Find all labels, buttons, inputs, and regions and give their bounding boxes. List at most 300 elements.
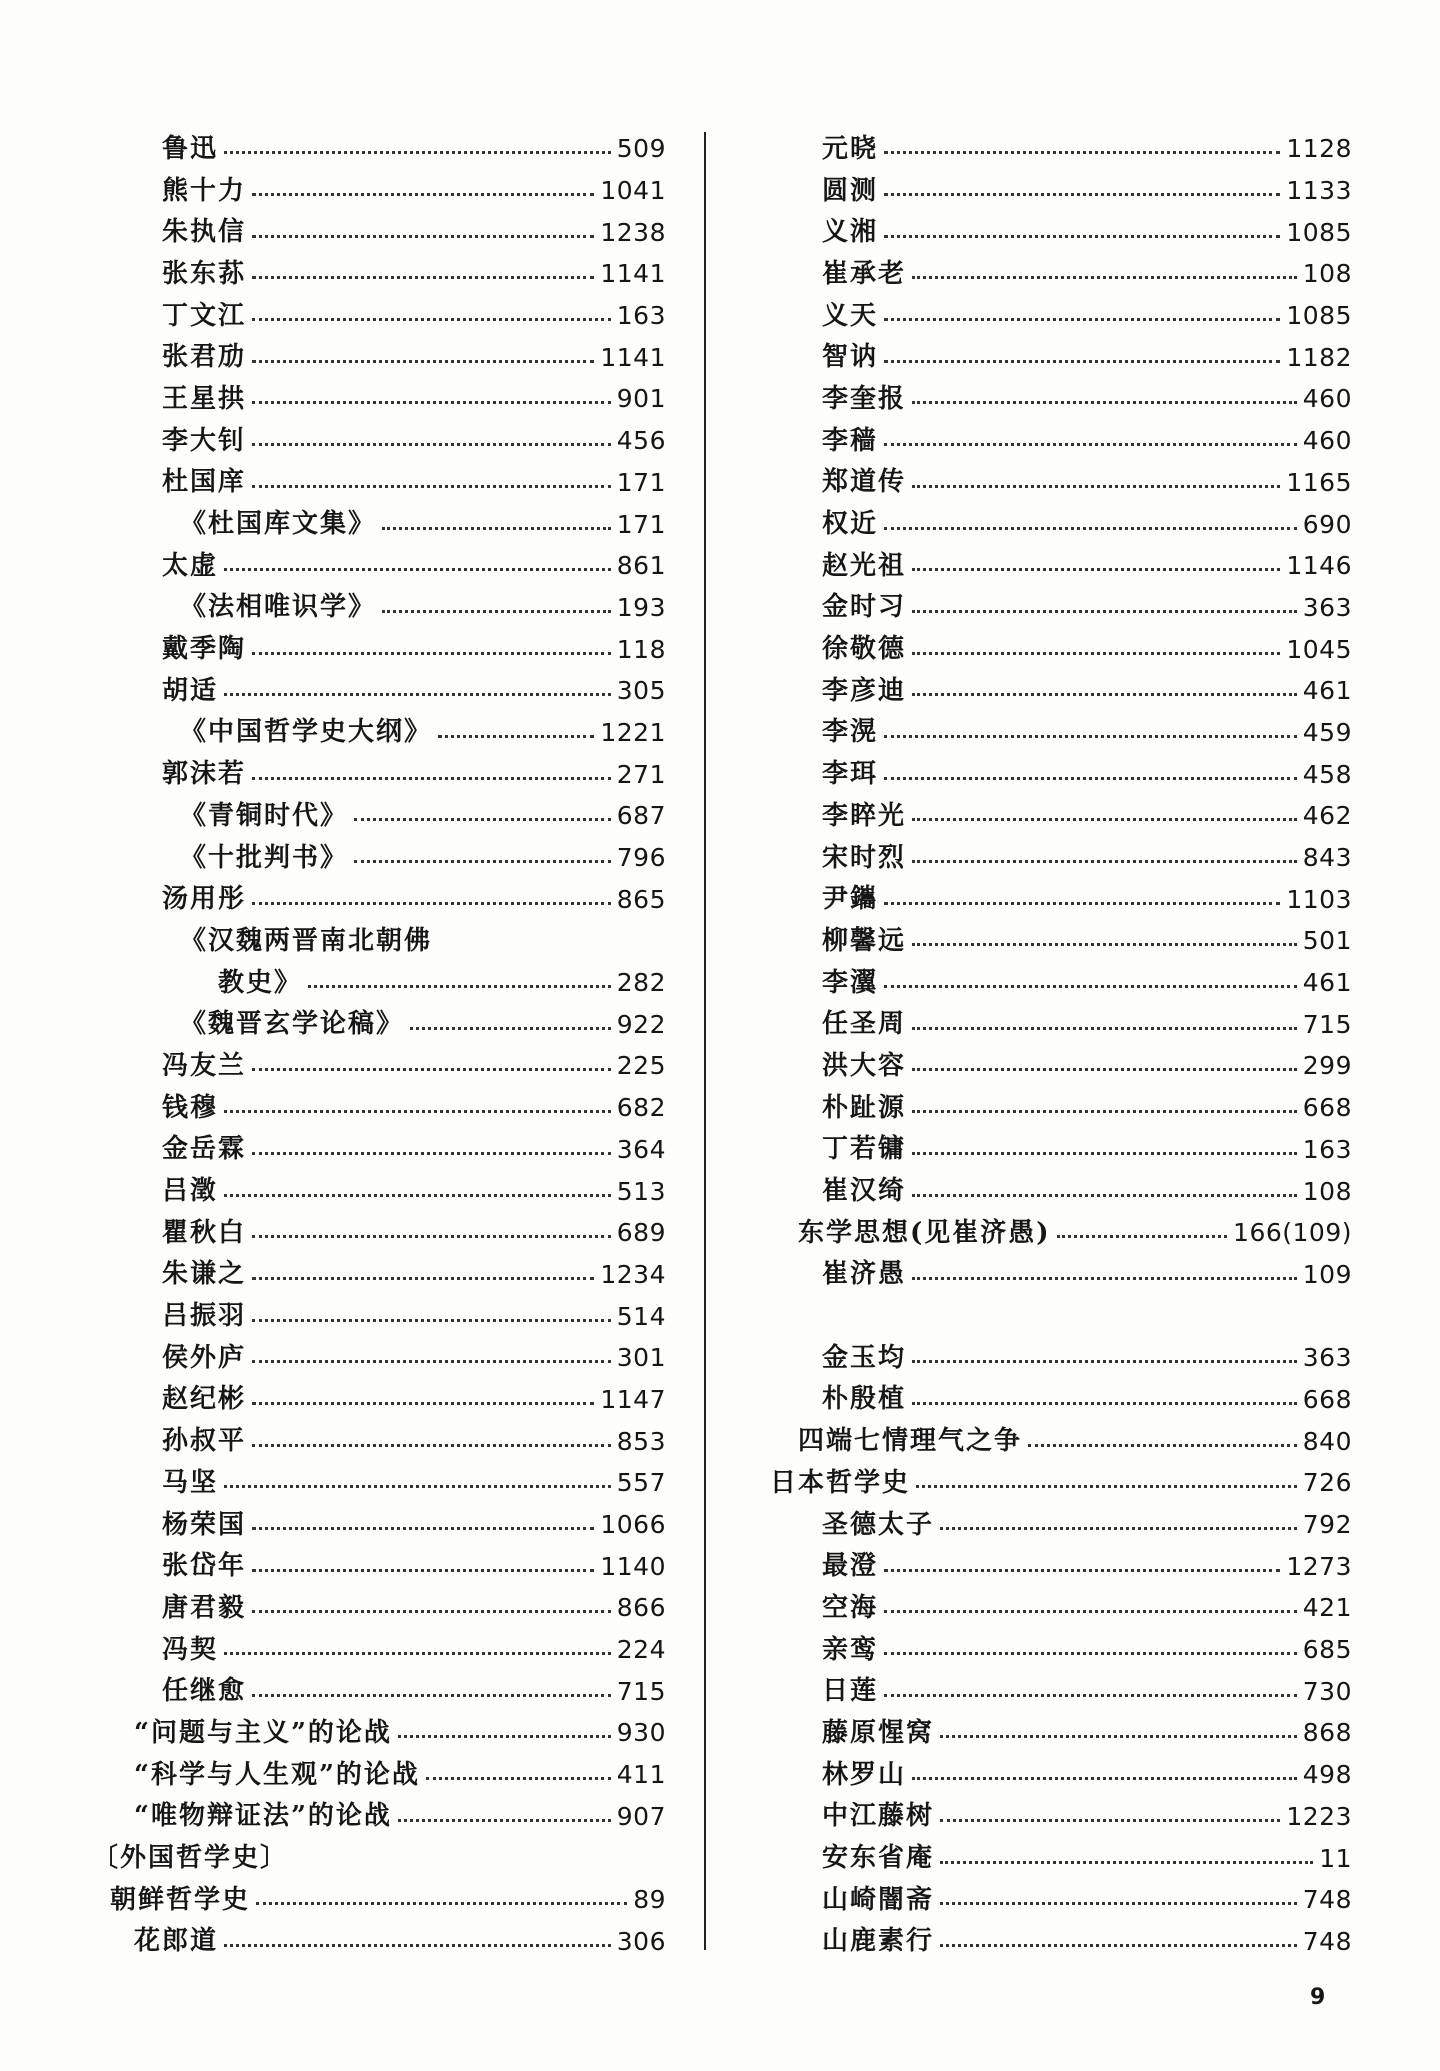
index-page-number: 225 [616, 1051, 666, 1081]
dot-leader [252, 1527, 594, 1530]
index-term: 宋时烈 [822, 842, 907, 873]
index-term: 李大钊 [162, 425, 247, 456]
index-entry [30, 1754, 666, 1796]
index-entry [30, 1670, 666, 1712]
index-term: 《杜国库文集》 [180, 509, 377, 540]
index-entry [30, 1504, 666, 1546]
index-page-number: 271 [616, 759, 666, 789]
index-page-number: 868 [1302, 1718, 1352, 1748]
index-term: 张君劢 [162, 342, 247, 373]
index-page-number: 1234 [600, 1259, 666, 1289]
dot-leader [912, 568, 1280, 571]
index-entry [30, 1921, 666, 1963]
index-entry [770, 1003, 1352, 1045]
index-entry [770, 1170, 1352, 1212]
index-term: 赵纪彬 [162, 1384, 247, 1415]
dot-leader [224, 568, 611, 571]
dot-leader [224, 1110, 611, 1113]
index-term: 金玉均 [822, 1342, 907, 1373]
index-page-number: 726 [1302, 1468, 1352, 1498]
index-page-number: 840 [1302, 1426, 1352, 1456]
dot-leader [884, 193, 1280, 196]
index-page-number: 1221 [600, 717, 666, 747]
index-page-number: 668 [1302, 1384, 1352, 1414]
index-term: 李珥 [822, 759, 879, 790]
index-term: 《十批判书》 [180, 842, 349, 873]
dot-leader [884, 777, 1297, 780]
index-term: 金岳霖 [162, 1134, 247, 1165]
dot-leader [940, 1902, 1297, 1905]
index-term: 郑道传 [822, 467, 907, 498]
index-entry [30, 1379, 666, 1421]
index-entry [30, 878, 666, 920]
index-entry [770, 1129, 1352, 1171]
index-entry [770, 1921, 1352, 1963]
dot-leader [308, 985, 611, 988]
index-entry [770, 128, 1352, 170]
dot-leader [912, 860, 1297, 863]
index-entry [30, 1003, 666, 1045]
index-entry [30, 253, 666, 295]
index-term: “科学与人生观”的论战 [134, 1759, 420, 1790]
dot-leader [252, 1319, 611, 1322]
index-term: 金时习 [822, 592, 907, 623]
index-page-number: 1085 [1286, 301, 1352, 331]
index-page-number: 299 [1302, 1051, 1352, 1081]
index-term: 《法相唯识学》 [180, 592, 377, 623]
index-entry [770, 628, 1352, 670]
index-entry [30, 962, 666, 1004]
index-page-number: 901 [616, 384, 666, 414]
index-term: 空海 [822, 1592, 879, 1623]
index-entry [770, 1587, 1352, 1629]
index-entry [30, 1420, 666, 1462]
index-term: 杜国庠 [162, 467, 247, 498]
index-term: 赵光祖 [822, 550, 907, 581]
index-entry [770, 1504, 1352, 1546]
index-page-number: 682 [616, 1093, 666, 1123]
index-term: 孙叔平 [162, 1426, 247, 1457]
dot-leader [252, 1569, 594, 1572]
index-entry [770, 753, 1352, 795]
index-term: 〔外国哲学史〕 [92, 1843, 289, 1874]
dot-leader [224, 1944, 611, 1947]
index-term: 朝鲜哲学史 [110, 1884, 251, 1915]
dot-leader [940, 1819, 1280, 1822]
dot-leader [410, 1027, 611, 1030]
index-term: 日本哲学史 [770, 1467, 911, 1498]
dot-leader [252, 1402, 594, 1405]
index-term: 四端七情理气之争 [798, 1426, 1023, 1457]
index-entry [30, 920, 666, 962]
dot-leader [1028, 1444, 1297, 1447]
index-term: 《魏晋玄学论稿》 [180, 1009, 405, 1040]
index-term: 《中国哲学史大纲》 [180, 717, 433, 748]
index-entry [770, 712, 1352, 754]
index-page-number: 843 [1302, 843, 1352, 873]
index-term: 义湘 [822, 217, 879, 248]
index-entry [30, 1045, 666, 1087]
index-entry [30, 1212, 666, 1254]
index-term: 柳馨远 [822, 925, 907, 956]
index-term: 熊十力 [162, 175, 247, 206]
index-page-number: 171 [616, 509, 666, 539]
index-page-number: 1045 [1286, 634, 1352, 664]
index-entry [770, 1420, 1352, 1462]
index-term: 亲鸾 [822, 1634, 879, 1665]
index-entry [770, 1796, 1352, 1838]
index-entry [770, 1629, 1352, 1671]
dot-leader [354, 818, 611, 821]
index-term: 汤用彤 [162, 884, 247, 915]
index-entry [30, 378, 666, 420]
index-entry [30, 545, 666, 587]
dot-leader [224, 1194, 611, 1197]
dot-leader [912, 1027, 1297, 1030]
dot-leader [382, 527, 611, 530]
dot-leader [252, 1360, 611, 1363]
index-entry [30, 1879, 666, 1921]
index-page-number: 687 [616, 801, 666, 831]
dot-leader [912, 693, 1297, 696]
index-page-number: 1273 [1286, 1551, 1352, 1581]
index-term: 钱穆 [162, 1092, 219, 1123]
dot-leader [912, 1194, 1297, 1197]
index-page-number: 796 [616, 843, 666, 873]
index-entry [30, 1545, 666, 1587]
index-term: 杨荣国 [162, 1509, 247, 1540]
index-page-number: 748 [1302, 1885, 1352, 1915]
index-page-number: 458 [1302, 759, 1352, 789]
index-page-number: 792 [1302, 1510, 1352, 1540]
index-page-number: 685 [1302, 1635, 1352, 1665]
index-term: 崔济愚 [822, 1259, 907, 1290]
index-term: 李滉 [822, 717, 879, 748]
dot-leader [252, 235, 594, 238]
index-term: 吕澂 [162, 1176, 219, 1207]
index-term: 权近 [822, 509, 879, 540]
dot-leader [884, 1569, 1280, 1572]
index-entry [770, 587, 1352, 629]
index-term: 安东省庵 [822, 1843, 935, 1874]
dot-leader [252, 276, 594, 279]
dot-leader [884, 151, 1280, 154]
index-entry [30, 1712, 666, 1754]
index-entry [770, 1670, 1352, 1712]
index-entry [770, 1545, 1352, 1587]
index-entry [30, 712, 666, 754]
index-page-number: 715 [1302, 1009, 1352, 1039]
index-term: 李睟光 [822, 800, 907, 831]
index-entry [30, 503, 666, 545]
index-page-number: 509 [616, 134, 666, 164]
index-term: 王星拱 [162, 383, 247, 414]
dot-leader [224, 693, 611, 696]
index-term: 丁文江 [162, 300, 247, 331]
index-entry [770, 878, 1352, 920]
index-column-right [770, 128, 1352, 1962]
index-term: 尹鑴 [822, 884, 879, 915]
dot-leader [884, 527, 1297, 530]
index-entry [30, 1462, 666, 1504]
index-term: 智讷 [822, 342, 879, 373]
dot-leader [224, 1485, 611, 1488]
index-page-number: 748 [1302, 1926, 1352, 1956]
dot-leader [912, 485, 1280, 488]
dot-leader [912, 1110, 1297, 1113]
dot-leader [940, 1944, 1297, 1947]
index-term: 唐君毅 [162, 1592, 247, 1623]
dot-leader [252, 1235, 611, 1238]
index-term: 山崎闇斋 [822, 1884, 935, 1915]
index-page-number: 306 [616, 1926, 666, 1956]
index-entry [30, 795, 666, 837]
index-page-number: 557 [616, 1468, 666, 1498]
dot-leader [912, 401, 1297, 404]
dot-leader [252, 652, 611, 655]
index-term: 冯契 [162, 1634, 219, 1665]
index-page-number: 456 [616, 426, 666, 456]
index-page-number: 689 [616, 1218, 666, 1248]
dot-leader [884, 235, 1280, 238]
index-page-number: 108 [1302, 259, 1352, 289]
index-page-number: 907 [616, 1801, 666, 1831]
index-term: 戴季陶 [162, 634, 247, 665]
index-entry [770, 962, 1352, 1004]
index-page-number: 513 [616, 1176, 666, 1206]
index-page-number: 166(109) [1233, 1218, 1352, 1248]
index-term: 林罗山 [822, 1759, 907, 1790]
index-page-number: 498 [1302, 1760, 1352, 1790]
index-term: 日莲 [822, 1676, 879, 1707]
index-page-number: 514 [616, 1301, 666, 1331]
dot-leader [884, 1610, 1297, 1613]
dot-leader [884, 318, 1280, 321]
index-page-number: 1223 [1286, 1801, 1352, 1831]
index-entry [770, 837, 1352, 879]
index-page-number: 109 [1302, 1259, 1352, 1289]
index-entry [770, 503, 1352, 545]
dot-leader [912, 652, 1280, 655]
index-page-number: 1085 [1286, 217, 1352, 247]
index-page-number: 1140 [600, 1551, 666, 1581]
index-entry [30, 670, 666, 712]
dot-leader [252, 318, 611, 321]
index-entry [30, 587, 666, 629]
index-page-number: 305 [616, 676, 666, 706]
index-term: 最澄 [822, 1551, 879, 1582]
index-page-number: 1182 [1286, 342, 1352, 372]
index-term: 教史》 [218, 967, 303, 998]
dot-leader [252, 1444, 611, 1447]
index-page-number: 861 [616, 551, 666, 581]
index-entry [770, 795, 1352, 837]
index-page-number: 118 [616, 634, 666, 664]
index-page-number: 1066 [600, 1510, 666, 1540]
index-entry [30, 336, 666, 378]
index-term: 中江藤树 [822, 1801, 935, 1832]
index-entry [30, 211, 666, 253]
index-term: 李奎报 [822, 383, 907, 414]
index-page-number: 224 [616, 1635, 666, 1665]
index-term: 圣德太子 [822, 1509, 935, 1540]
dot-leader [252, 1610, 611, 1613]
index-entry [30, 628, 666, 670]
dot-leader [884, 735, 1297, 738]
dot-leader [256, 1902, 627, 1905]
index-entry [770, 545, 1352, 587]
dot-leader [252, 777, 611, 780]
dot-leader [438, 735, 594, 738]
dot-leader [224, 151, 611, 154]
index-term: 藤原惺窝 [822, 1717, 935, 1748]
dot-leader [912, 276, 1297, 279]
index-entry [30, 1837, 666, 1879]
index-page-number: 853 [616, 1426, 666, 1456]
dot-leader [912, 818, 1297, 821]
index-entry [770, 462, 1352, 504]
index-page-number: 461 [1302, 968, 1352, 998]
page-number: 9 [1310, 1985, 1326, 2010]
index-entry [30, 420, 666, 462]
index-column-left [30, 128, 666, 1962]
index-entry [770, 170, 1352, 212]
index-term: 吕振羽 [162, 1301, 247, 1332]
index-entry [770, 1337, 1352, 1379]
index-entry [30, 462, 666, 504]
dot-leader [912, 1152, 1297, 1155]
dot-leader [912, 1402, 1297, 1405]
index-page-number: 1041 [600, 176, 666, 206]
index-entry [770, 336, 1352, 378]
index-entry [30, 837, 666, 879]
dot-leader [252, 443, 611, 446]
index-term: 侯外庐 [162, 1342, 247, 1373]
index-page-number: 865 [616, 884, 666, 914]
index-page-number: 462 [1302, 801, 1352, 831]
index-term: “唯物辩证法”的论战 [134, 1801, 392, 1832]
index-page-number: 363 [1302, 592, 1352, 622]
index-term: 张东荪 [162, 258, 247, 289]
index-entry [30, 1796, 666, 1838]
index-term: 任继愈 [162, 1676, 247, 1707]
index-page-number: 501 [1302, 926, 1352, 956]
index-page-number: 363 [1302, 1343, 1352, 1373]
index-entry [770, 211, 1352, 253]
index-entry [770, 1879, 1352, 1921]
dot-leader [252, 360, 594, 363]
index-term: 东学思想(见崔济愚) [798, 1217, 1051, 1248]
dot-leader [912, 610, 1297, 613]
index-term: 《青铜时代》 [180, 800, 349, 831]
index-page-number: 1141 [600, 342, 666, 372]
index-page-number: 11 [1319, 1843, 1352, 1873]
index-term: 胡适 [162, 675, 219, 706]
index-page-number: 89 [633, 1885, 666, 1915]
index-page-number: 1128 [1286, 134, 1352, 164]
index-page-number: 1147 [600, 1384, 666, 1414]
index-entry [770, 1837, 1352, 1879]
index-term: 徐敬德 [822, 634, 907, 665]
index-entry [770, 253, 1352, 295]
index-page-number: 163 [616, 301, 666, 331]
dot-leader [398, 1735, 611, 1738]
index-page-number: 730 [1302, 1676, 1352, 1706]
index-page-number: 301 [616, 1343, 666, 1373]
index-term: 鲁迅 [162, 133, 219, 164]
dot-leader [426, 1777, 611, 1780]
dot-leader [398, 1819, 611, 1822]
index-term: 圆测 [822, 175, 879, 206]
dot-leader [940, 1735, 1297, 1738]
index-page-number: 668 [1302, 1093, 1352, 1123]
index-entry [30, 1337, 666, 1379]
index-term: 郭沫若 [162, 759, 247, 790]
dot-leader [1057, 1235, 1227, 1238]
index-page-number: 1146 [1286, 551, 1352, 581]
index-page-number: 460 [1302, 426, 1352, 456]
dot-leader [940, 1861, 1313, 1864]
index-term: 朱执信 [162, 217, 247, 248]
index-term: 李瀷 [822, 967, 879, 998]
index-term: “问题与主义”的论战 [134, 1717, 392, 1748]
index-entry [770, 1712, 1352, 1754]
index-term: 李穑 [822, 425, 879, 456]
index-page-number: 715 [616, 1676, 666, 1706]
index-term: 崔汉绮 [822, 1176, 907, 1207]
dot-leader [884, 902, 1280, 905]
dot-leader [884, 1694, 1297, 1697]
index-page-number: 108 [1302, 1176, 1352, 1206]
index-entry [770, 378, 1352, 420]
index-entry [30, 753, 666, 795]
index-entry [30, 1254, 666, 1296]
index-entry [770, 1754, 1352, 1796]
index-entry [770, 920, 1352, 962]
index-term: 瞿秋白 [162, 1217, 247, 1248]
index-entry [30, 1170, 666, 1212]
index-entry [30, 1129, 666, 1171]
dot-leader [252, 1277, 594, 1280]
dot-leader [916, 1485, 1297, 1488]
index-page-number: 866 [616, 1593, 666, 1623]
dot-leader [252, 401, 611, 404]
index-page-number: 163 [1302, 1134, 1352, 1164]
dot-leader [382, 610, 611, 613]
dot-leader [884, 360, 1280, 363]
dot-leader [252, 1152, 611, 1155]
dot-leader [912, 1360, 1297, 1363]
index-page-number: 1238 [600, 217, 666, 247]
index-entry [30, 1087, 666, 1129]
dot-leader [884, 985, 1297, 988]
dot-leader [252, 902, 611, 905]
index-entry [30, 1295, 666, 1337]
dot-leader [252, 193, 594, 196]
index-spacer [770, 1295, 1352, 1337]
index-page-number: 411 [616, 1760, 666, 1790]
dot-leader [354, 860, 611, 863]
dot-leader [252, 485, 611, 488]
index-term: 崔承老 [822, 258, 907, 289]
index-term: 冯友兰 [162, 1050, 247, 1081]
dot-leader [912, 1068, 1297, 1071]
dot-leader [224, 1652, 611, 1655]
index-page-number: 1165 [1286, 467, 1352, 497]
index-term: 张岱年 [162, 1551, 247, 1582]
dot-leader [884, 443, 1297, 446]
index-page-number: 690 [1302, 509, 1352, 539]
